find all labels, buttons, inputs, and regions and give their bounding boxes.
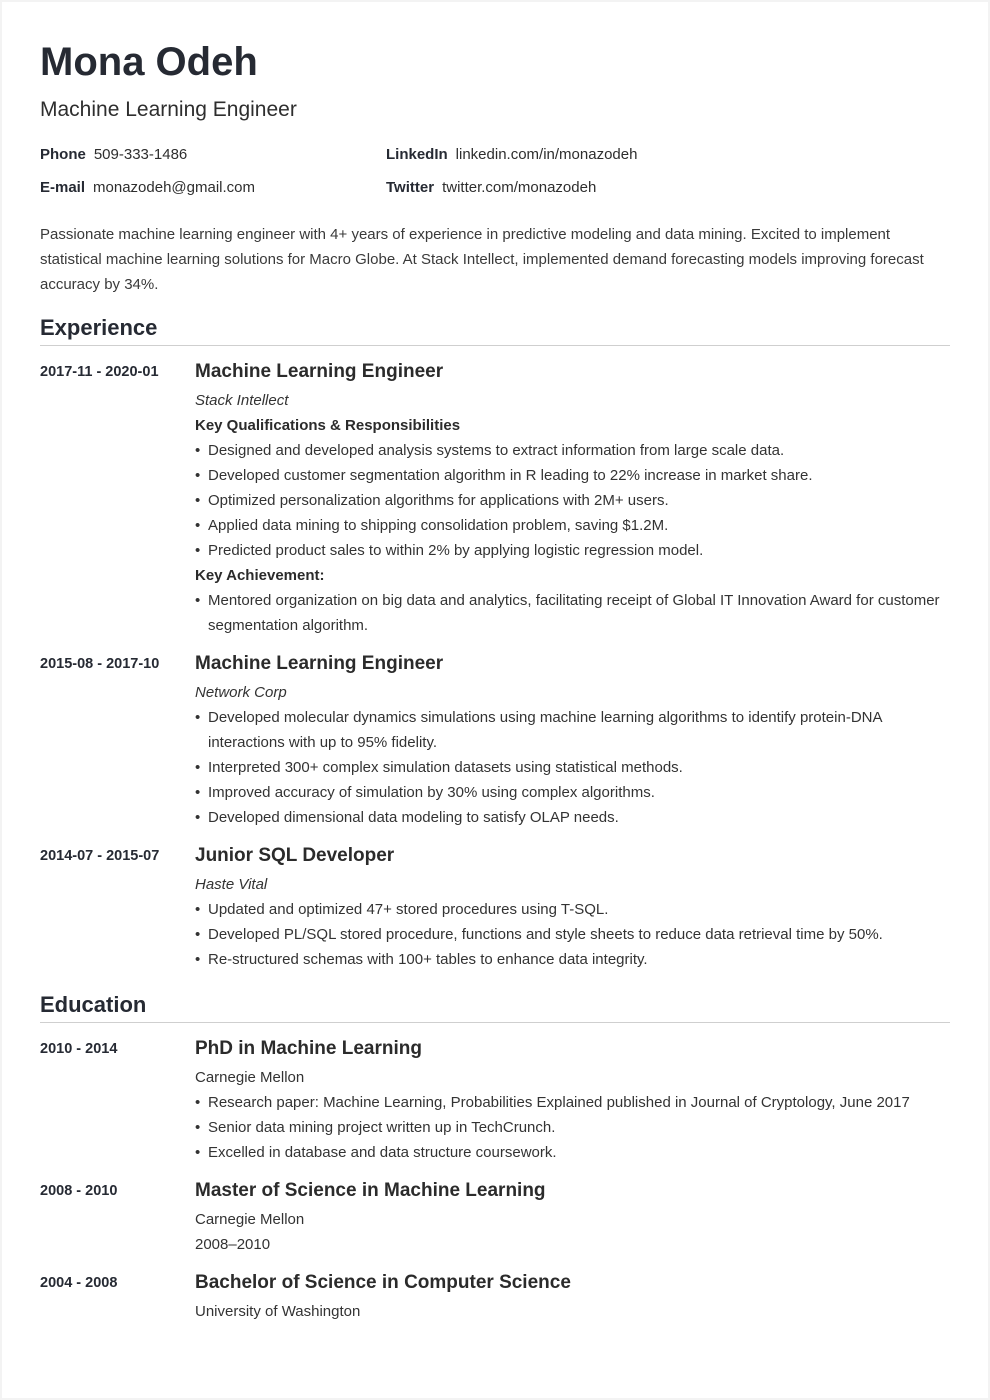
list-item: • Research paper: Machine Learning, Probabilities Explained published in Journal of Cryptology, June 2017 [195,1090,950,1115]
entry-dates: 2008 - 2010 [40,1183,118,1199]
school-name: University of Washington [195,1303,361,1320]
list-item: • Improved accuracy of simulation by 30% using complex algorithms. [195,780,950,805]
contact-twitter [386,177,950,199]
job-title: Machine Learning Engineer [195,361,444,382]
school-name: Carnegie Mellon [195,1069,305,1086]
education-entry [40,1269,950,1324]
list-item: • Optimized personalization algorithms for applications with 2M+ users. [195,488,950,513]
list-item: • Developed molecular dynamics simulations using machine learning algorithms to identify protein-DNA interactions with up to 95% fidelity. [195,705,950,755]
list-item: • Developed PL/SQL stored procedure, functions and style sheets to reduce data retrieval time by 50%. [195,922,950,947]
job-title: Junior SQL Developer [195,845,395,866]
education-list [195,1090,950,1165]
contact-linkedin [386,144,950,166]
entry-body [195,650,950,830]
entry-dates: 2014-07 - 2015-07 [40,848,160,864]
list-item: • Predicted product sales to within 2% by applying logistic regression model. [195,538,950,563]
linkedin-value[interactable]: linkedin.com/in/monazodeh [455,146,638,163]
school-name: Carnegie Mellon [195,1211,305,1228]
degree-years: 2008–2010 [195,1236,271,1253]
list-item: • Developed customer segmentation algorithm in R leading to 22% increase in market share. [195,463,950,488]
phone-label: Phone [40,146,86,163]
entry-body [195,358,950,638]
contact-phone [40,144,386,166]
company-name: Haste Vital [195,876,268,893]
entry-body [195,1269,950,1324]
experience-heading: Experience [40,313,950,346]
entry-body [195,1035,950,1165]
list-item: • Designed and developed analysis systems to extract information from large scale data. [195,438,950,463]
experience-entry [40,650,950,830]
list-item: • Re-structured schemas with 100+ tables to enhance data integrity. [195,947,950,972]
twitter-label: Twitter [386,179,435,196]
list-item: • Interpreted 300+ complex simulation datasets using statistical methods. [195,755,950,780]
experience-entry [40,842,950,972]
linkedin-label: LinkedIn [386,146,448,163]
education-entry [40,1177,950,1257]
list-item: • Updated and optimized 47+ stored procedures using T-SQL. [195,897,950,922]
contact-email [40,177,386,199]
twitter-value[interactable]: twitter.com/monazodeh [442,179,597,196]
contact-info [40,144,950,199]
list-item: • Excelled in database and data structure coursework. [195,1140,950,1165]
resume-page [2,2,988,1398]
education-heading: Education [40,990,950,1023]
company-name: Network Corp [195,684,287,701]
achievement-list [195,588,950,638]
job-title: Machine Learning Engineer [195,653,444,674]
experience-entry [40,358,950,638]
responsibility-list [195,705,950,830]
education-entry [40,1035,950,1165]
entry-body [195,1177,950,1257]
list-item: • Applied data mining to shipping consolidation problem, saving $1.2M. [195,513,950,538]
list-item: • Mentored organization on big data and analytics, facilitating receipt of Global IT Innovation Award for customer segmentation algorithm. [195,588,950,638]
entry-body [195,842,950,972]
phone-value: 509-333-1486 [93,146,188,163]
list-item: • Developed dimensional data modeling to satisfy OLAP needs. [195,805,950,830]
entry-dates: 2004 - 2008 [40,1275,118,1291]
achievement-heading: Key Achievement: [195,567,325,584]
summary-paragraph: Passionate machine learning engineer with 4+ years of experience in predictive modeling and data mining. Excited to implement statistical machine learning solutions for Macro Globe. At Stack Intellect, implemented demand forecasting models improving forecast accuracy by 34%. [40,226,924,293]
entry-dates: 2010 - 2014 [40,1041,118,1057]
degree-title: Bachelor of Science in Computer Science [195,1272,571,1293]
email-label: E-mail [40,179,86,196]
degree-title: Master of Science in Machine Learning [195,1180,546,1201]
candidate-headline: Machine Learning Engineer [40,98,297,121]
responsibility-list [195,897,950,972]
email-value[interactable]: monazodeh@gmail.com [93,179,255,196]
responsibility-list [195,438,950,563]
qualifications-heading: Key Qualifications & Responsibilities [195,417,461,434]
list-item: • Senior data mining project written up in TechCrunch. [195,1115,950,1140]
degree-title: PhD in Machine Learning [195,1038,422,1059]
company-name: Stack Intellect [195,392,289,409]
entry-dates: 2015-08 - 2017-10 [40,656,160,672]
candidate-name: Mona Odeh [40,40,258,84]
entry-dates: 2017-11 - 2020-01 [40,364,159,380]
